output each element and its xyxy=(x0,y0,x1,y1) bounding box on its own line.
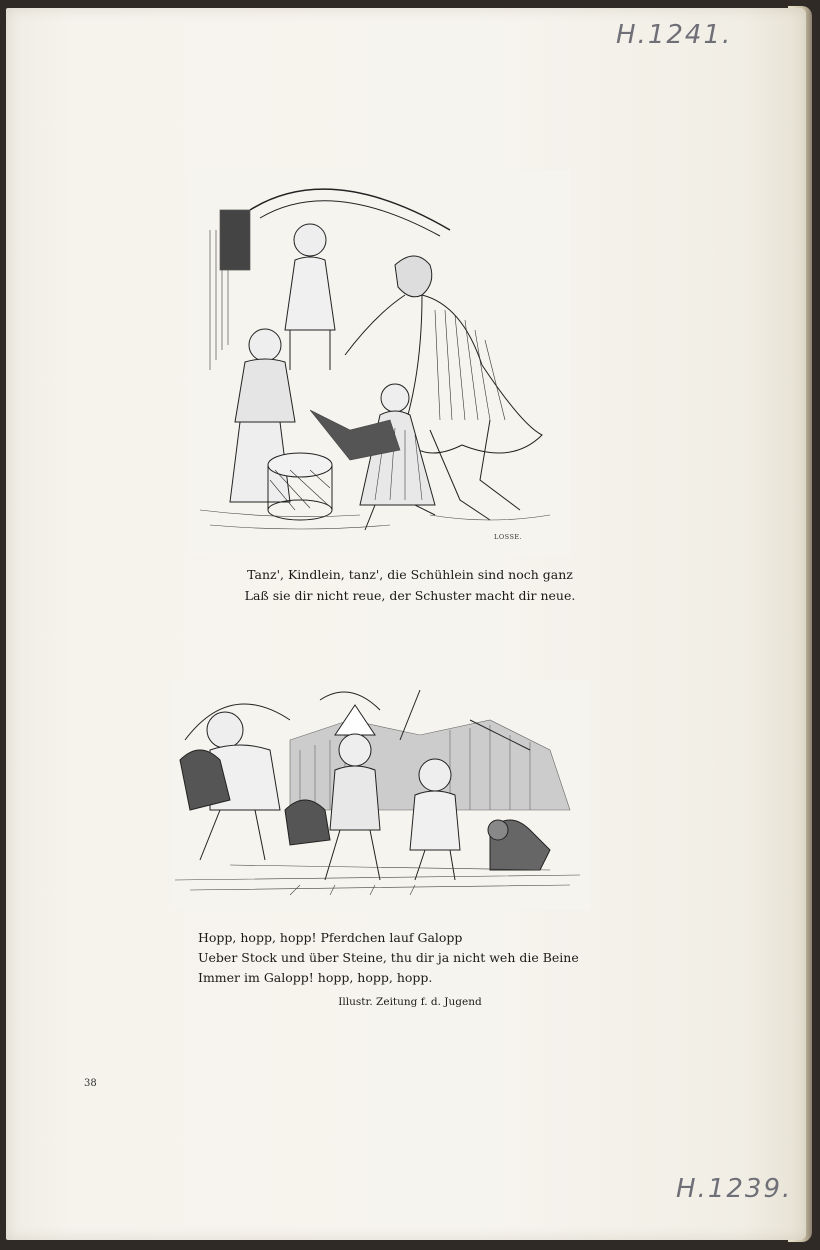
engraving-dancing-children xyxy=(190,170,570,555)
verse-1-line-2: Laß sie dir nicht reue, der Schuster macht dir neue. xyxy=(244,588,576,603)
handwritten-shelfmark-top: H.1241. xyxy=(616,20,733,50)
verse-1 xyxy=(0,564,820,606)
handwritten-shelfmark-bottom: H.1239. xyxy=(676,1174,793,1204)
source-credit: Illustr. Zeitung f. d. Jugend xyxy=(338,996,482,1008)
verse-2 xyxy=(198,928,578,988)
engraver-signature: LOSSE. xyxy=(494,533,523,541)
engraving-hobby-horse-children xyxy=(170,680,590,910)
verse-2-line-2: Ueber Stock und über Steine, thu dir ja nicht weh die Beine xyxy=(198,950,579,965)
verse-2-line-3: Immer im Galopp! hopp, hopp, hopp. xyxy=(198,970,433,985)
verse-2-line-1: Hopp, hopp, hopp! Pferdchen lauf Galopp xyxy=(198,930,463,945)
page-number: 38 xyxy=(84,1078,97,1089)
engraving-hobby-horse-children-drawing xyxy=(170,680,590,910)
engraving-dancing-children-drawing xyxy=(190,170,570,555)
verse-1-line-1: Tanz', Kindlein, tanz', die Schühlein sind noch ganz xyxy=(247,567,573,582)
